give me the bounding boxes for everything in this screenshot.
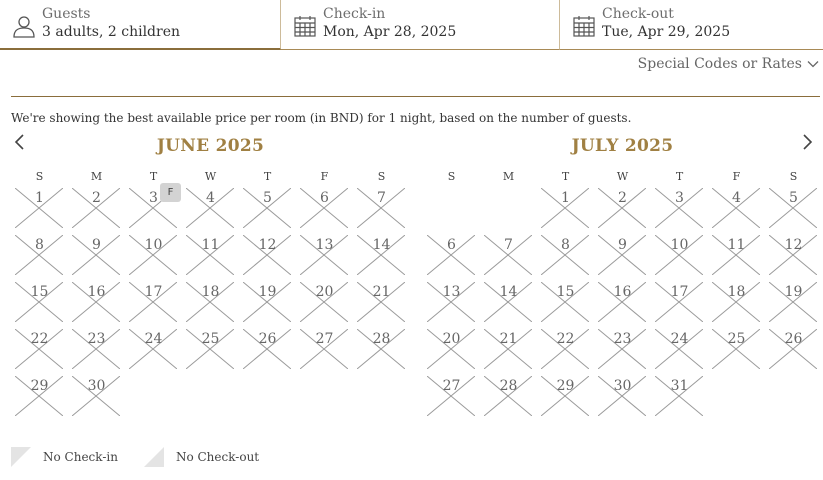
weekday-header: S [447,170,456,183]
calendar-day-unavailable[interactable] [651,327,708,374]
calendar-day-unavailable[interactable] [765,280,822,327]
calendar-day-unavailable[interactable] [537,327,594,374]
day-number: 26 [258,331,277,347]
day-number: 30 [613,378,632,394]
day-number: 25 [727,331,746,347]
calendar-week [423,374,822,421]
weekday-header: T [263,170,272,183]
calendar-day-unavailable[interactable] [239,186,296,233]
day-number: 24 [670,331,689,347]
calendar-day-unavailable[interactable] [11,280,68,327]
calendar-day-unavailable[interactable] [68,186,125,233]
calendar-empty-cell [353,374,410,421]
special-codes-toggle[interactable] [638,56,819,72]
calendar-day-unavailable[interactable] [594,233,651,280]
day-number: 29 [556,378,575,394]
calendar-day-unavailable[interactable] [296,327,353,374]
weekday-header: T [561,170,570,183]
calendar-day-unavailable[interactable] [423,233,480,280]
calendar-empty-cell [182,374,239,421]
calendar-week [423,327,822,374]
day-number: 22 [556,331,575,347]
calendar-week [11,280,410,327]
calendar-day-unavailable[interactable] [423,280,480,327]
day-number: 11 [727,237,746,253]
day-number: 9 [618,237,627,253]
day-number: 26 [784,331,803,347]
weekday-header: W [204,170,217,183]
calendar-day-unavailable[interactable] [651,280,708,327]
day-number: 8 [35,237,44,253]
weekday-header-row [11,170,410,186]
day-number: 13 [315,237,334,253]
guests-selector[interactable] [0,0,281,50]
guests-text [42,6,180,42]
day-number: 10 [144,237,163,253]
day-number: 21 [372,284,391,300]
calendar-empty-cell [296,374,353,421]
calendar-day-unavailable[interactable] [353,327,410,374]
weekday-header: M [502,170,515,183]
calendar-empty-cell [708,374,765,421]
day-number: 3 [675,190,684,206]
calendar-day-unavailable[interactable] [765,186,822,233]
calendar-day-unavailable[interactable] [68,280,125,327]
calendar-week [11,327,410,374]
calendar-week [11,186,410,233]
day-number: 28 [372,331,391,347]
guests-label: Guests [42,6,91,22]
calendar-empty-cell [423,186,480,233]
day-number: 2 [92,190,101,206]
price-note: We're showing the best available price per room (in BND) for 1 night, based on the number of guests. [11,111,632,125]
calendar-day-unavailable[interactable] [125,233,182,280]
day-number: 27 [442,378,461,394]
calendar-week [423,233,822,280]
day-number: 17 [670,284,689,300]
day-number: 25 [201,331,220,347]
check-in-text [323,6,456,42]
calendar-day-unavailable[interactable] [537,233,594,280]
month-title: JUNE 2025 [156,136,265,156]
day-number: 18 [201,284,220,300]
calendar-day-unavailable[interactable] [11,327,68,374]
weekday-header: S [35,170,44,183]
day-number: 20 [442,331,461,347]
day-number: 17 [144,284,163,300]
calendar-day-unavailable[interactable] [708,233,765,280]
check-out-value: Tue, Apr 29, 2025 [602,24,731,40]
calendar-week [11,233,410,280]
calendar-day-unavailable[interactable] [11,374,68,421]
calendar-day-unavailable[interactable] [239,280,296,327]
day-number: 7 [504,237,513,253]
calendar-day-unavailable[interactable] [594,186,651,233]
month-title: JULY 2025 [571,136,674,156]
day-number: 23 [87,331,106,347]
day-number: 16 [613,284,632,300]
day-number: 13 [442,284,461,300]
calendar-week [423,280,822,327]
no-check-out-label: No Check-out [175,450,260,464]
day-number: 2 [618,190,627,206]
calendar-grid [11,186,410,421]
calendar-day-unavailable[interactable] [68,374,125,421]
weekday-header: T [149,170,158,183]
day-number: 19 [784,284,803,300]
no-check-in-swatch [11,447,31,467]
guests-value: 3 adults, 2 children [42,24,180,40]
calendar-day-unavailable[interactable] [537,186,594,233]
calendar-day-unavailable[interactable] [537,280,594,327]
day-number: 20 [315,284,334,300]
calendar-day-unavailable[interactable] [239,233,296,280]
calendar-month [423,134,822,421]
calendar-day-unavailable[interactable] [480,233,537,280]
check-out-label: Check-out [602,6,674,22]
check-in-label: Check-in [323,6,386,22]
day-number: 1 [35,190,44,206]
calendar-icon [293,14,317,38]
calendar-icon [572,14,596,38]
calendar-empty-cell [480,186,537,233]
chevron-down-icon [807,58,819,70]
day-number: 24 [144,331,163,347]
calendar-day-unavailable[interactable] [125,327,182,374]
day-number: 28 [499,378,518,394]
calendar-day-unavailable[interactable] [765,327,822,374]
day-number: 6 [447,237,456,253]
day-number: 9 [92,237,101,253]
calendar-day-unavailable[interactable] [594,327,651,374]
day-tooltip: F [160,183,181,202]
check-out-text [602,6,730,42]
calendar-week [11,374,410,421]
calendar-month [11,134,410,421]
calendar-empty-cell [765,374,822,421]
calendar-day-unavailable[interactable] [480,280,537,327]
day-number: 5 [789,190,798,206]
day-number: 30 [87,378,106,394]
weekday-header: F [320,170,329,183]
weekday-header: S [789,170,798,183]
day-number: 14 [372,237,391,253]
calendar-day-unavailable[interactable] [480,327,537,374]
weekday-header: F [732,170,741,183]
weekday-header: T [675,170,684,183]
calendar-day-unavailable[interactable] [480,374,537,421]
calendar-day-unavailable[interactable] [353,280,410,327]
check-out-selector[interactable] [560,0,823,50]
day-number: 16 [87,284,106,300]
special-codes-label: Special Codes or Rates [637,56,802,72]
day-number: 1 [561,190,570,206]
calendar-day-unavailable[interactable] [594,374,651,421]
calendar-empty-cell [239,374,296,421]
calendar-day-unavailable[interactable] [353,233,410,280]
day-number: 11 [201,237,220,253]
calendar-day-unavailable[interactable] [708,186,765,233]
day-number: 4 [206,190,215,206]
day-number: 27 [315,331,334,347]
calendar-day-unavailable[interactable] [296,186,353,233]
day-number: 12 [784,237,803,253]
day-number: 29 [30,378,49,394]
calendar-week [423,186,822,233]
no-check-out-swatch [144,447,164,467]
day-number: 21 [499,331,518,347]
calendar-day-unavailable[interactable] [765,233,822,280]
day-number: 8 [561,237,570,253]
calendar-day-unavailable[interactable] [11,233,68,280]
calendar-day-unavailable[interactable] [708,327,765,374]
weekday-header: S [377,170,386,183]
no-check-in-label: No Check-in [43,450,118,464]
day-number: 23 [613,331,632,347]
day-number: 6 [320,190,329,206]
calendar-empty-cell [125,374,182,421]
day-number: 7 [377,190,386,206]
calendar-day-unavailable[interactable] [353,186,410,233]
day-number: 15 [30,284,49,300]
calendar-grid [423,186,822,421]
day-number: 12 [258,237,277,253]
booking-bar [0,0,823,50]
calendar-day-unavailable[interactable] [11,186,68,233]
calendar-day-unavailable[interactable] [182,327,239,374]
weekday-header: M [90,170,103,183]
calendar-day-unavailable[interactable] [182,280,239,327]
calendar-day-unavailable[interactable] [651,186,708,233]
person-icon [12,14,36,38]
calendar-day-unavailable[interactable] [708,280,765,327]
check-in-value: Mon, Apr 28, 2025 [323,24,457,40]
calendar-day-unavailable[interactable] [537,374,594,421]
day-number: 18 [727,284,746,300]
day-number: 31 [670,378,689,394]
day-number: 4 [732,190,741,206]
calendar-day-unavailable[interactable] [68,233,125,280]
calendar-day-unavailable[interactable] [651,374,708,421]
calendar-day-unavailable[interactable] [423,327,480,374]
section-divider [11,96,820,97]
calendar-day-unavailable[interactable] [182,233,239,280]
calendar-day-unavailable[interactable] [594,280,651,327]
weekday-header-row [423,170,822,186]
day-number: 19 [258,284,277,300]
day-number: 22 [30,331,49,347]
calendar-day-unavailable[interactable] [125,280,182,327]
legend [11,447,285,467]
calendar-day-unavailable[interactable] [296,280,353,327]
calendar-day-unavailable[interactable] [68,327,125,374]
check-in-selector[interactable] [281,0,560,50]
weekday-header: W [616,170,629,183]
day-number: 10 [670,237,689,253]
day-number: 3 [149,190,158,206]
day-number: 14 [499,284,518,300]
calendar-day-unavailable[interactable] [182,186,239,233]
calendar-day-unavailable[interactable] [651,233,708,280]
calendar-day-unavailable[interactable] [239,327,296,374]
day-number: 5 [263,190,272,206]
calendar-day-unavailable[interactable] [296,233,353,280]
calendar-day-unavailable[interactable] [423,374,480,421]
day-number: 15 [556,284,575,300]
